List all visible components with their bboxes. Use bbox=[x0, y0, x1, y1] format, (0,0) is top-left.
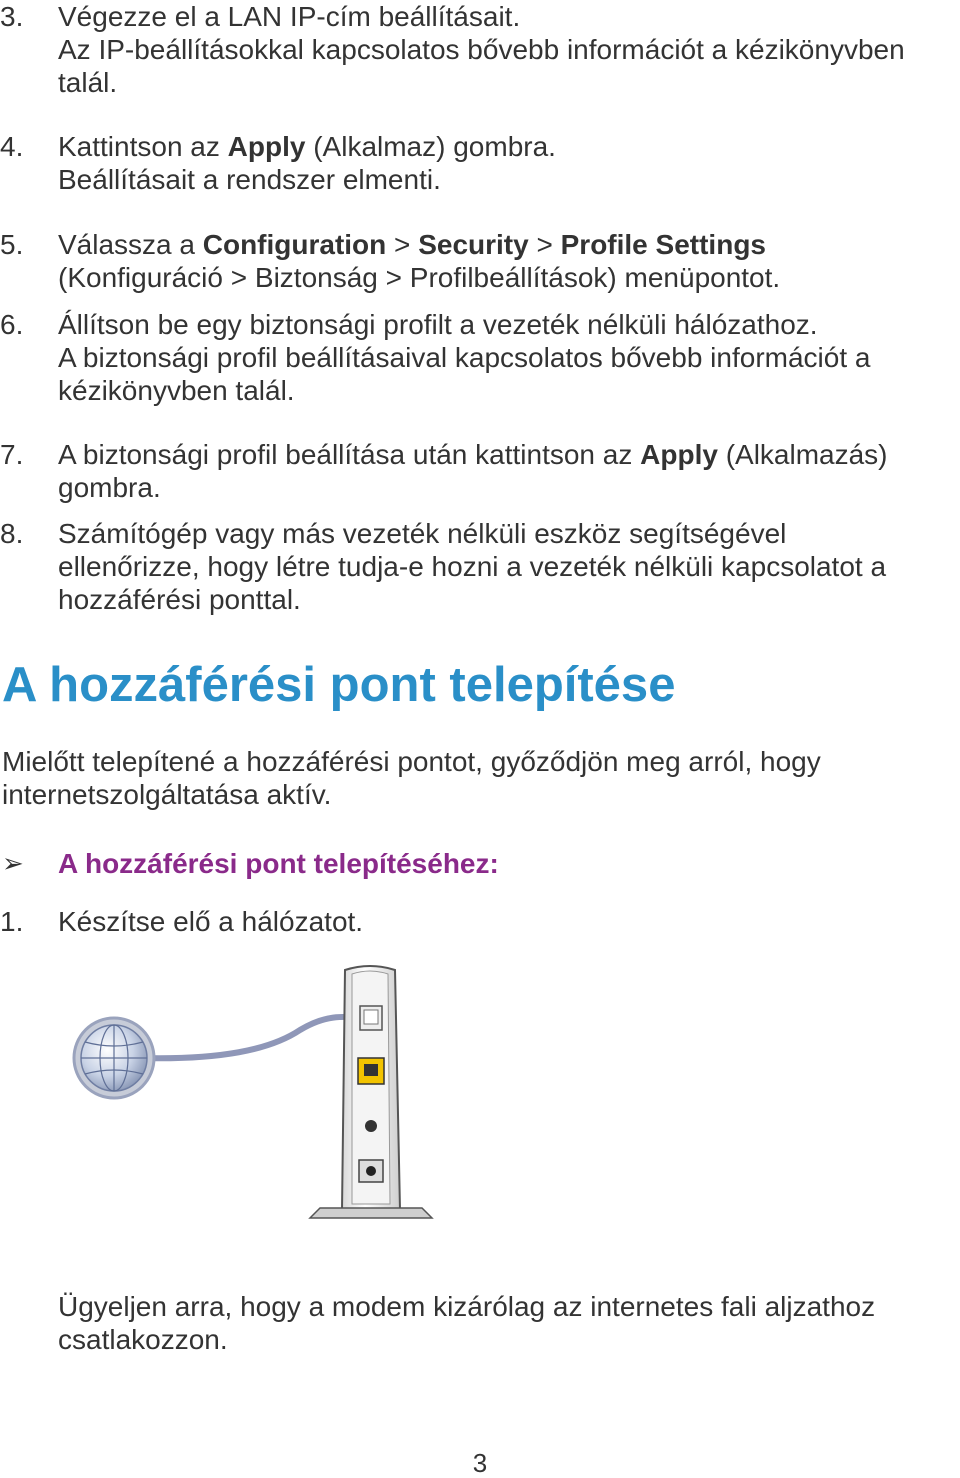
text-run: > bbox=[386, 229, 419, 260]
step-text: Készítse elő a hálózatot. bbox=[58, 906, 364, 937]
globe-modem-diagram bbox=[70, 960, 450, 1230]
step-text bbox=[58, 130, 958, 196]
step-line bbox=[58, 261, 958, 294]
ethernet-cable bbox=[140, 1017, 370, 1058]
intro-line: internetszolgáltatása aktív. bbox=[2, 779, 332, 810]
text-run: kézikönyvben talál. bbox=[58, 375, 295, 406]
step-line bbox=[58, 438, 958, 471]
step-text bbox=[58, 438, 958, 504]
step-line bbox=[58, 583, 958, 616]
ui-term: Profile Settings bbox=[560, 229, 766, 260]
step-number: 6. bbox=[0, 309, 24, 340]
text-run: Beállításait a rendszer elmenti. bbox=[58, 164, 441, 195]
globe-icon bbox=[74, 1018, 154, 1098]
step-line bbox=[58, 0, 958, 33]
step-text bbox=[58, 0, 958, 99]
step-line bbox=[58, 517, 958, 550]
network-illustration bbox=[70, 960, 450, 1230]
step-number: 5. bbox=[0, 229, 24, 260]
note-line: Ügyeljen arra, hogy a modem kizárólag az internetes fali aljzathoz bbox=[58, 1291, 876, 1322]
step-line bbox=[58, 66, 958, 99]
text-run: ellenőrizze, hogy létre tudja-e hozni a vezeték nélküli kapcsolatot a bbox=[58, 551, 887, 582]
step-text bbox=[58, 517, 958, 616]
step-number: 7. bbox=[0, 439, 24, 470]
text-run: hozzáférési ponttal. bbox=[58, 584, 301, 615]
step-text bbox=[58, 228, 958, 294]
modem-device bbox=[310, 966, 432, 1218]
text-run: Számítógép vagy más vezeték nélküli eszköz segítségével bbox=[58, 518, 787, 549]
step-number: 3. bbox=[0, 1, 24, 32]
text-run: Végezze el a LAN IP-cím beállításait. bbox=[58, 1, 521, 32]
arrow-bullet-icon: ➢ bbox=[2, 848, 24, 878]
text-run: Az IP-beállításokkal kapcsolatos bővebb információt a kézikönyvben bbox=[58, 34, 905, 65]
step-line bbox=[58, 471, 958, 504]
section-heading: A hozzáférési pont telepítése bbox=[2, 658, 676, 712]
step-text bbox=[58, 308, 958, 407]
text-run: (Alkalmazás) bbox=[717, 439, 888, 470]
intro-paragraph bbox=[2, 745, 821, 811]
ui-term: Apply bbox=[640, 439, 718, 470]
ui-term: Configuration bbox=[202, 229, 387, 260]
page-number: 3 bbox=[472, 1448, 488, 1478]
ui-term: Security bbox=[418, 229, 529, 260]
step-number: 1. bbox=[0, 906, 24, 937]
intro-line: Mielőtt telepítené a hozzáférési pontot, győződjön meg arról, hogy bbox=[2, 746, 821, 777]
text-run: Állítson be egy biztonsági profilt a vezeték nélküli hálózathoz. bbox=[58, 309, 818, 340]
text-run: (Konfiguráció > Biztonság > Profilbeállítások) menüpontot. bbox=[58, 262, 781, 293]
text-run: A biztonsági profil beállítása után kattintson az bbox=[58, 439, 641, 470]
step-line bbox=[58, 308, 958, 341]
note-line: csatlakozzon. bbox=[58, 1324, 228, 1355]
text-run: Válassza a bbox=[58, 229, 203, 260]
procedure-title: A hozzáférési pont telepítéséhez: bbox=[58, 848, 499, 879]
text-run: talál. bbox=[58, 67, 118, 98]
text-run: Kattintson az bbox=[58, 131, 228, 162]
step-line bbox=[58, 163, 958, 196]
text-run: > bbox=[528, 229, 561, 260]
step-line bbox=[58, 341, 958, 374]
step-line bbox=[58, 374, 958, 407]
step-number: 4. bbox=[0, 131, 24, 162]
step-line bbox=[58, 550, 958, 583]
step-number: 8. bbox=[0, 518, 24, 549]
text-run: gombra. bbox=[58, 472, 161, 503]
step-line bbox=[58, 33, 958, 66]
text-run: (Alkalmaz) gombra. bbox=[305, 131, 556, 162]
step-line bbox=[58, 228, 958, 261]
text-run: A biztonsági profil beállításaival kapcsolatos bővebb információt a bbox=[58, 342, 871, 373]
step-line bbox=[58, 130, 958, 163]
ui-term: Apply bbox=[227, 131, 306, 162]
